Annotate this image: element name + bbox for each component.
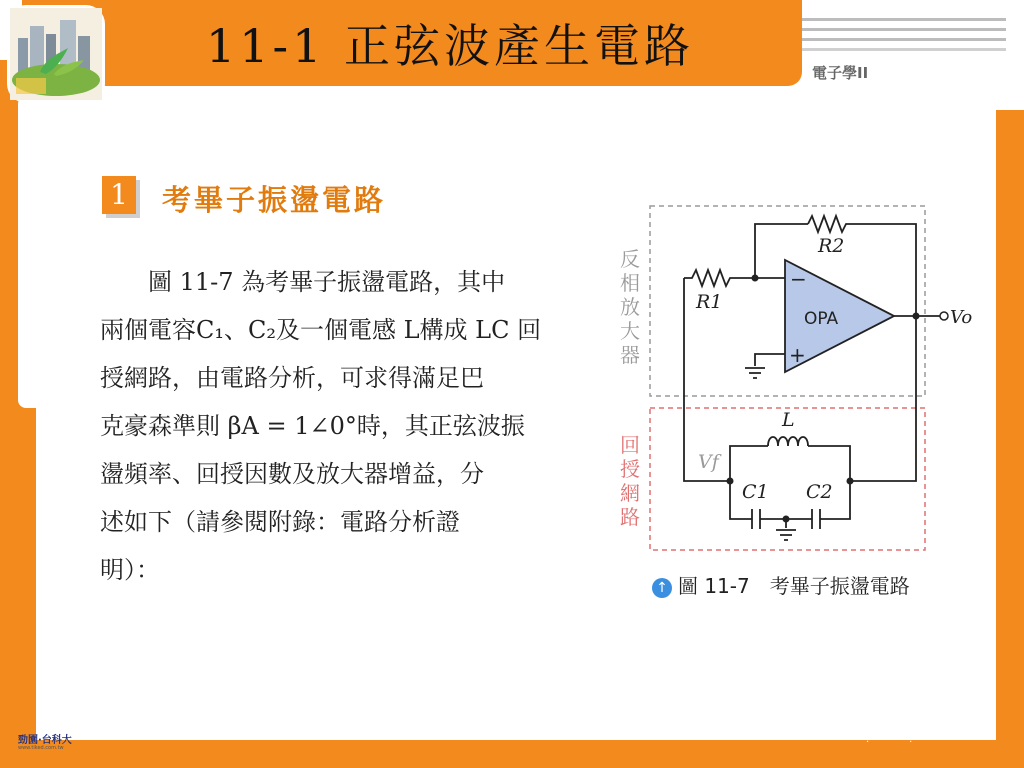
body-line: 授網路，由電路分析，可求得滿足巴: [100, 364, 484, 392]
r1-resistor: [684, 270, 755, 286]
body-line: 明）：: [100, 556, 160, 584]
figure-caption: [652, 570, 910, 599]
body-line: 克豪森準則 βA = 1∠0°時，其正弦波振: [100, 412, 525, 440]
right-frame-bar: [996, 110, 1024, 768]
amp-label-char: 放: [620, 295, 640, 319]
amp-label-char: 大: [620, 319, 640, 343]
body-paragraph: [100, 258, 580, 594]
section-title: 考畢子振盪電路: [162, 183, 387, 217]
footer-dots: ··: [866, 737, 953, 748]
r1-label: R1: [696, 291, 723, 313]
feedback-label-char: 路: [620, 505, 640, 529]
minus-sign: −: [790, 267, 807, 291]
vo-label: Vo: [950, 307, 973, 328]
feedback-label-char: 網: [620, 481, 640, 505]
c1-capacitor: [752, 509, 760, 529]
feedback-label-char: 回: [620, 433, 640, 457]
publisher-logo: [18, 731, 72, 751]
r2-label: R2: [818, 235, 845, 257]
c1-label: C1: [742, 481, 769, 503]
c2-capacitor: [812, 509, 820, 529]
publisher-name: 勁園·台科大: [18, 735, 72, 746]
amp-label-char: 器: [620, 343, 640, 367]
section-number-badge: 1: [102, 176, 136, 214]
inductor-label: L: [782, 409, 795, 431]
plus-sign: +: [789, 343, 806, 367]
up-arrow-icon: ↑: [652, 578, 672, 598]
inductor-coil: [768, 437, 808, 446]
amp-label-char: 反: [620, 247, 640, 271]
left-notch: [18, 96, 36, 408]
colpitts-circuit-diagram: [600, 196, 973, 566]
brand-label: 電子學II: [812, 64, 869, 82]
publisher-url: www.tiked.com.tw: [18, 745, 64, 751]
body-line: 盪頻率、回授因數及放大器增益，分: [100, 460, 484, 488]
vf-label: Vf: [698, 451, 719, 473]
feedback-label-char: 授: [620, 457, 640, 481]
ground-symbol: [745, 368, 765, 378]
tank-ground-symbol: [776, 530, 796, 540]
c2-label: C2: [806, 481, 833, 503]
figure-caption-text: 圖 11-7 考畢子振盪電路: [678, 574, 910, 598]
body-line: 述如下（請參閱附錄：電路分析證: [100, 508, 460, 536]
opamp-label: OPA: [804, 309, 839, 329]
body-line: 圖 11-7 為考畢子振盪電路，其中: [100, 268, 506, 296]
body-line: 兩個電容C₁、C₂及一個電感 L構成 LC 回: [100, 316, 542, 344]
page-title: 11-1 正弦波產生電路: [206, 19, 694, 73]
amp-label-char: 相: [620, 271, 640, 295]
